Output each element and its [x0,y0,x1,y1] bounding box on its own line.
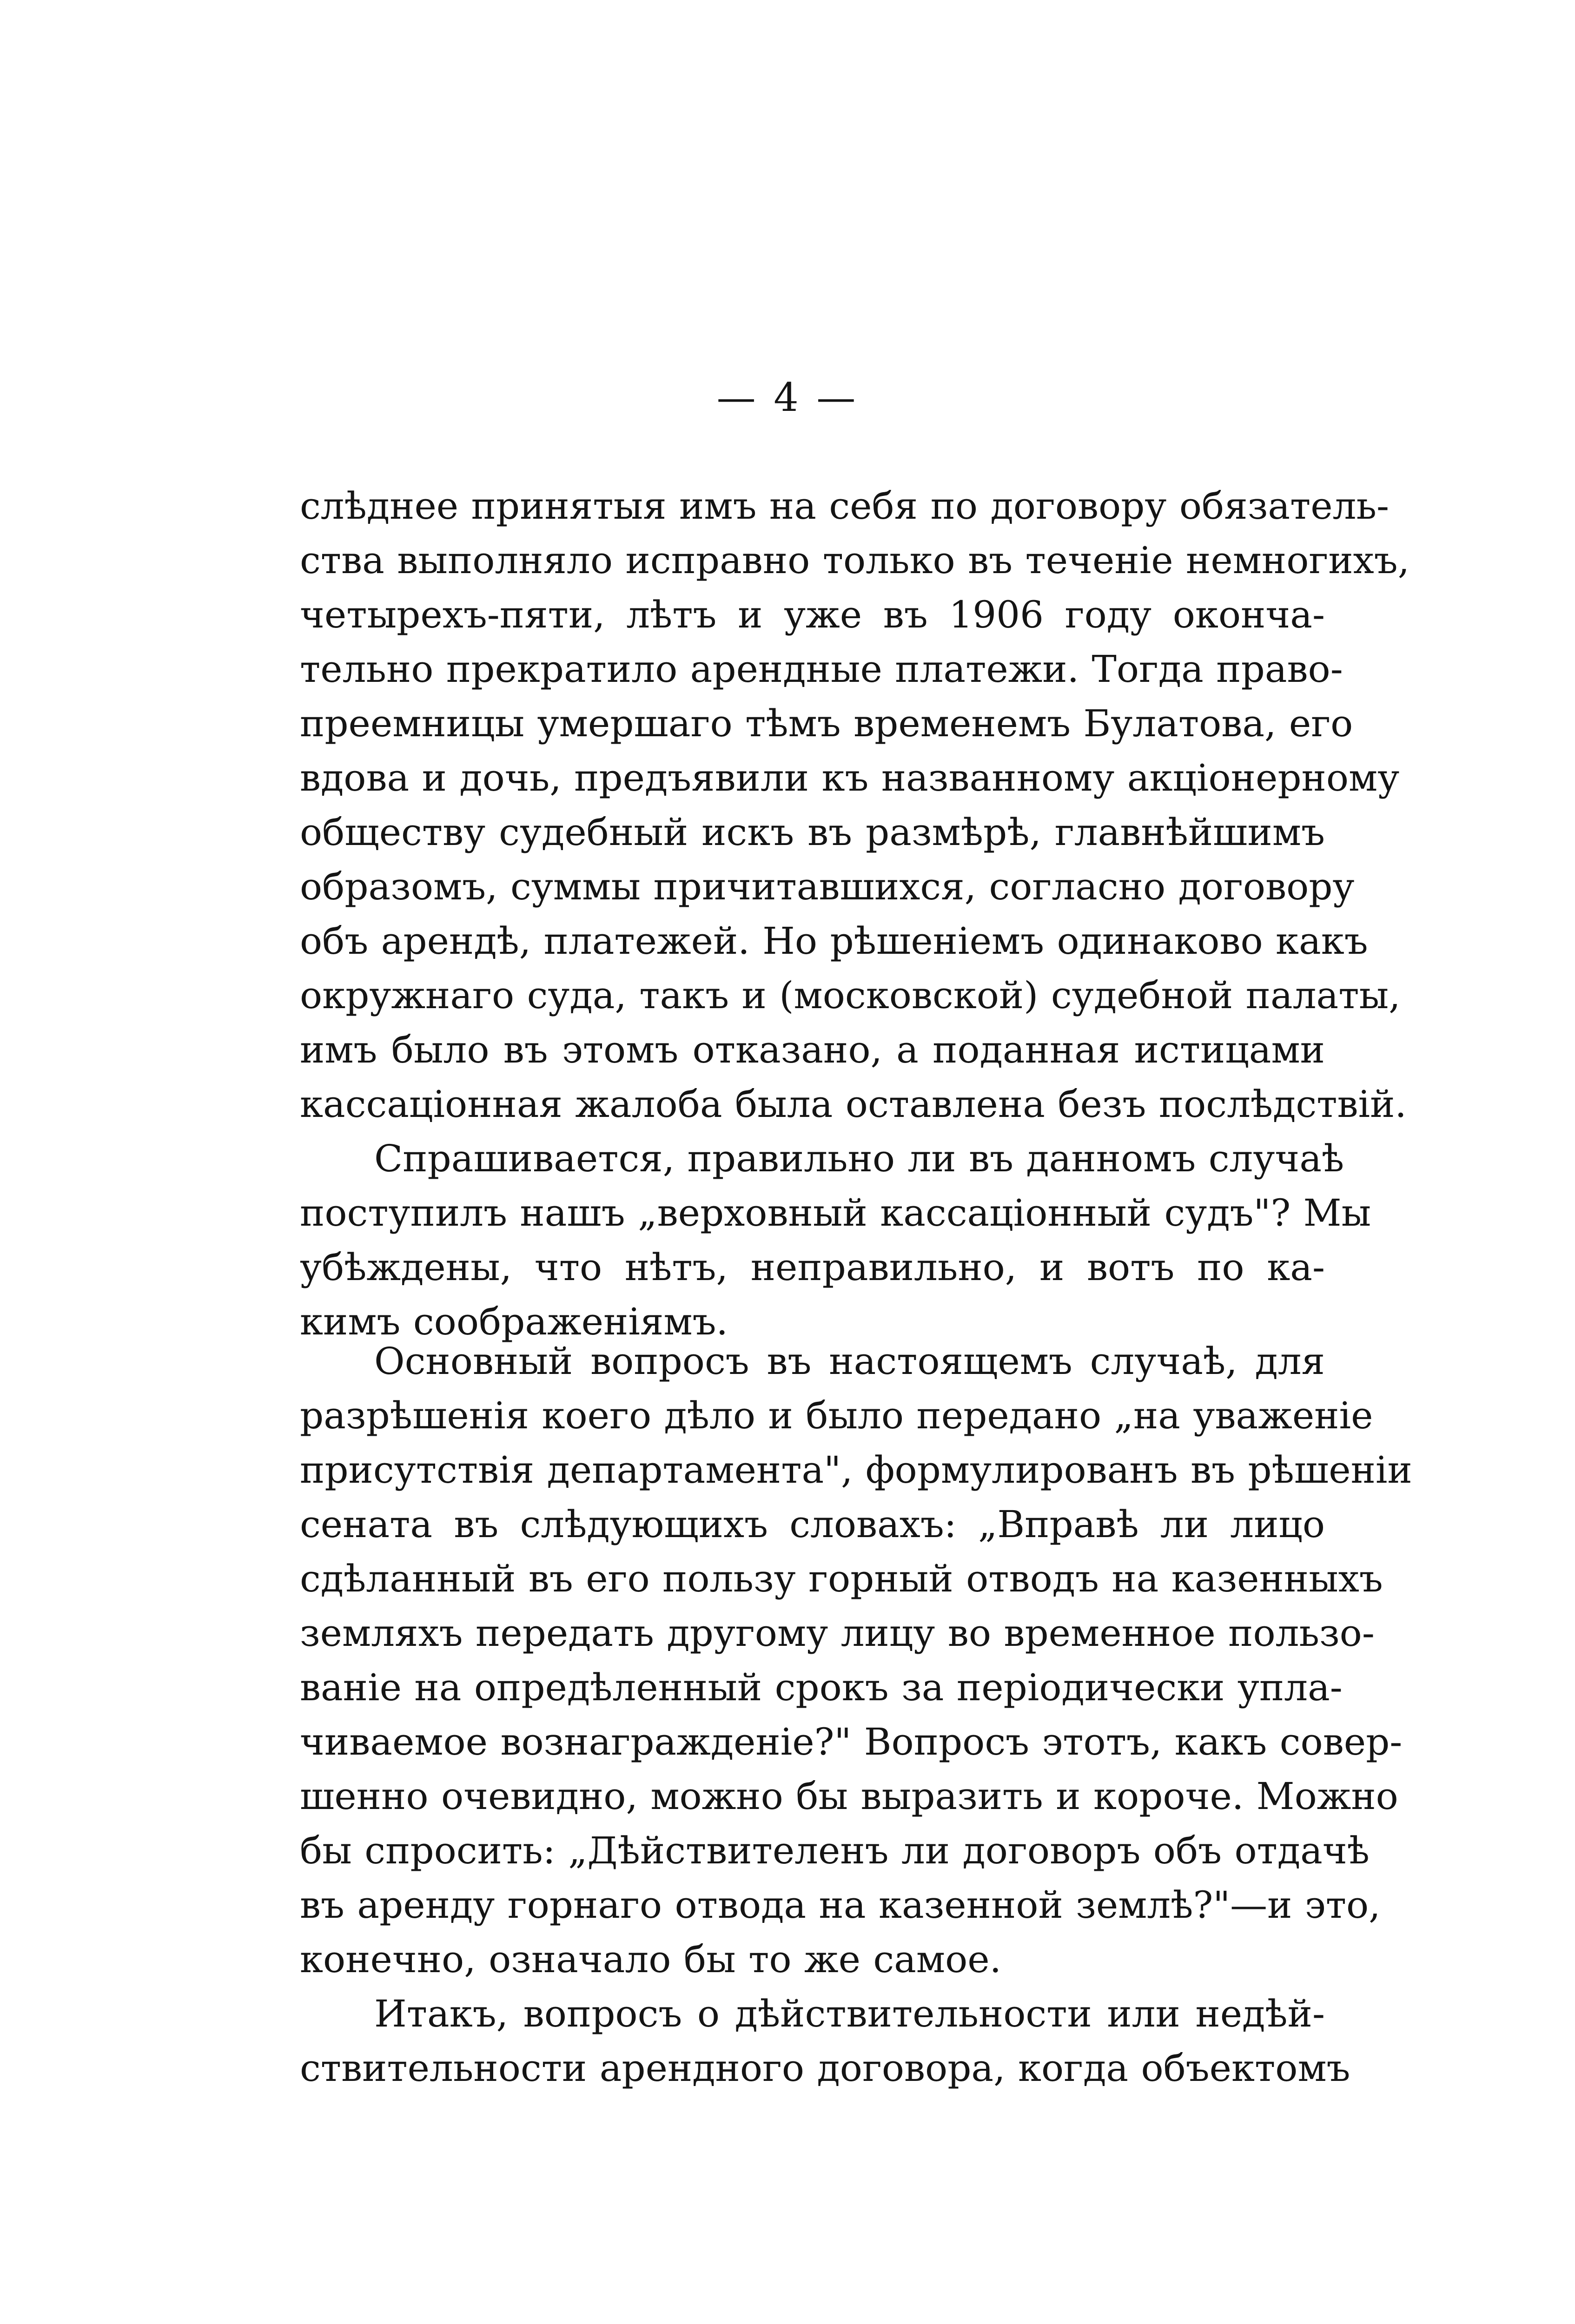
text-line: ства выполняло исправно только въ теченіе немногихъ, [300,539,1410,582]
text-line: чиваемое вознагражденіе?" Вопросъ этотъ, какъ совер- [300,1720,1403,1763]
text-line: присутствія департамента", формулированъ въ рѣшеніи [300,1448,1412,1492]
text-line: слѣднее принятыя имъ на себя по договору обязатель- [300,484,1390,528]
text-line: вдова и дочь, предъявили къ названному акціонерному [300,756,1400,799]
page-number: — 4 — [716,375,859,420]
text-line: имъ было въ этомъ отказано, а поданная истицами [300,1028,1325,1071]
text-line: объ арендѣ, платежей. Но рѣшеніемъ одинаково какъ [300,919,1368,963]
text-line: Основный вопросъ въ настоящемъ случаѣ, для [374,1340,1325,1383]
text-line: обществу судебный искъ въ размѣрѣ, главнѣйшимъ [300,811,1325,854]
text-line: ствительности арендного договора, когда объектомъ [300,2047,1350,2090]
text-line: земляхъ передать другому лицу во временное пользо- [300,1611,1375,1655]
paragraph-block-top [300,479,1410,1349]
text-line: сената въ слѣдующихъ словахъ: „Вправѣ ли лицо [300,1503,1325,1546]
text-line: образомъ, суммы причитавшихся, согласно договору [300,865,1355,908]
text-line: ваніе на опредѣленный срокъ за періодически упла- [300,1666,1343,1709]
text-line: преемницы умершаго тѣмъ временемъ Булатова, его [300,702,1353,745]
text-line: Спрашивается, правильно ли въ данномъ случаѣ [374,1137,1344,1180]
text-line: окружнаго суда, такъ и (московской) судебной палаты, [300,974,1401,1017]
text-line: поступилъ нашъ „верховный кассаціонный судъ"? Мы [300,1191,1371,1235]
text-line: кассаціонная жалоба была оставлена безъ послѣдствій. [300,1083,1407,1126]
text-line: разрѣшенія коего дѣло и было передано „на уваженіе [300,1394,1373,1437]
text-line: въ аренду горнаго отвода на казенной землѣ?"—и это, [300,1883,1381,1927]
text-line: четырехъ-пяти, лѣтъ и уже въ 1906 году оконча- [300,593,1325,636]
text-line: сдѣланный въ его пользу горный отводъ на казенныхъ [300,1557,1383,1600]
paragraph-block-bottom [300,1334,1412,2095]
text-line: шенно очевидно, можно бы выразить и короче. Можно [300,1775,1398,1818]
text-line: кимъ соображеніямъ. [300,1300,728,1343]
text-line: Итакъ, вопросъ о дѣйствительности или недѣй- [374,1992,1325,2035]
text-line: бы спросить: „Дѣйствителенъ ли договоръ объ отдачѣ [300,1829,1370,1872]
text-line: конечно, означало бы то же самое. [300,1938,1002,1981]
text-line: убѣждены, что нѣтъ, неправильно, и вотъ по ка- [300,1246,1325,1289]
text-line: тельно прекратило арендные платежи. Тогда право- [300,647,1343,691]
